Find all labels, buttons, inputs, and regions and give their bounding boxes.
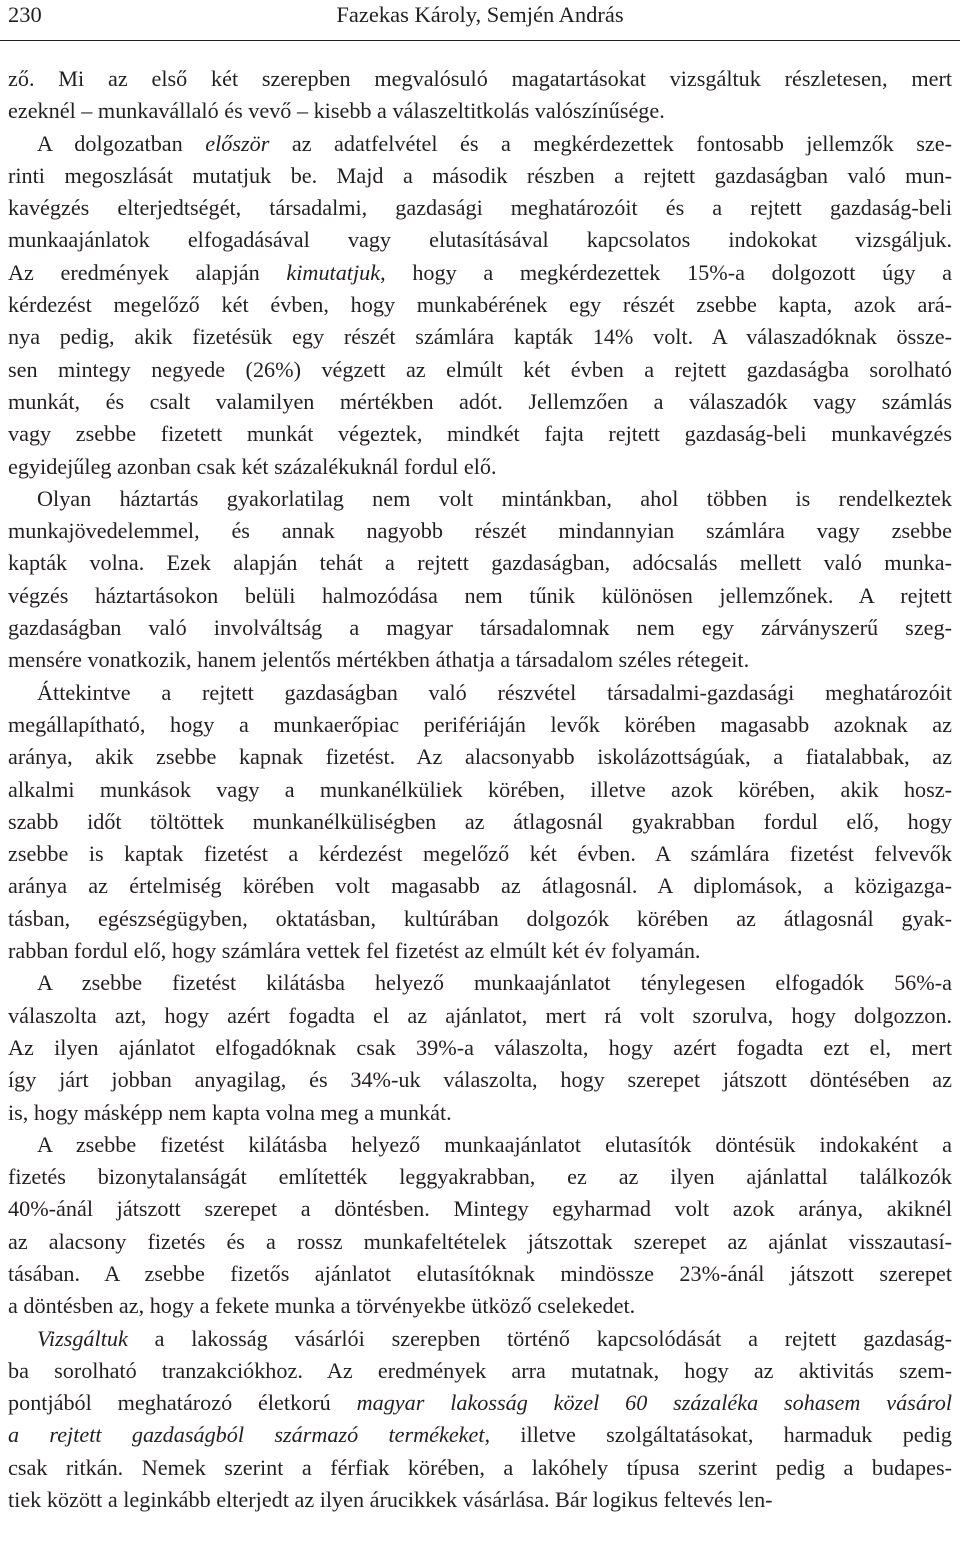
text-run: csak ritkán. Nemek szerint a férfiak körében, a lakóhely típusa szerint pedig a budapes- (8, 1454, 952, 1480)
text-line (8, 1290, 952, 1322)
text-run: rabban fordul elő, hogy számlára vettek fel fizetést az elmúlt két év folyamán. (8, 938, 701, 964)
text-line (8, 1355, 952, 1387)
text-run: a lakosság vásárlói szerepben történő kapcsolódását a rejtett gazdaság- (127, 1325, 952, 1351)
text-line (8, 612, 952, 644)
text-run: kapták volna. Ezek alapján tehát a rejtett gazdaságban, adócsalás mellett való munka- (8, 550, 952, 576)
text-run: gazdaságban való involváltság a magyar társadalomnak nem egy zárványszerű szeg- (8, 615, 952, 641)
text-line (8, 741, 952, 773)
text-line (8, 418, 952, 450)
text-line (8, 1097, 952, 1129)
text-run: munkajövedelemmel, és annak nagyobb részét mindannyian számlára vagy zsebbe (8, 518, 952, 544)
text-line (8, 128, 952, 160)
text-line (8, 1419, 952, 1451)
text-line (8, 1387, 952, 1419)
text-line (8, 95, 952, 127)
text-run: munkát, és csalt valamilyen mértékben adót. Jellemzően a válaszadók vagy számlás (8, 388, 952, 414)
text-run: is, hogy másképp nem kapta volna meg a munkát. (8, 1099, 452, 1125)
body-text (8, 63, 952, 1516)
italic-text: Vizsgáltuk (37, 1325, 128, 1351)
running-head: Fazekas Károly, Semjén András (336, 2, 624, 27)
text-run: ezeknél – munkavállaló és vevő – kisebb a válaszeltitkolás valószínűsége. (8, 98, 665, 124)
text-run: sen mintegy negyede (26%) végzett az elmúlt két évben a rejtett gazdaságba sorolható (8, 356, 952, 382)
paragraph (8, 128, 952, 483)
text-line (8, 935, 952, 967)
text-line (8, 1064, 952, 1096)
text-run: a döntésben az, hogy a fekete munka a törvényekbe ütköző cselekedet. (8, 1293, 636, 1319)
text-run: ző. Mi az első két szerepben megvalósuló magatartásokat vizsgáltuk részletesen, mert (8, 66, 952, 91)
text-run: , hogy a megkérdezettek 15%-a dolgozott úgy a (380, 259, 952, 285)
text-run: válaszolta azt, hogy azért fogadta el az ajánlatot, mert rá volt szorulva, hogy dolgozzon. (8, 1002, 952, 1028)
text-line (8, 515, 952, 547)
text-line (8, 483, 952, 515)
text-run: tásban, egészségügyben, oktatásban, kultúrában dolgozók körében az átlagosnál gyak- (8, 905, 952, 931)
text-run: munkaajánlatok elfogadásával vagy elutasításával kapcsolatos indokokat vizsgáljuk. (8, 227, 952, 253)
text-run: rinti megoszlását mutatjuk be. Majd a második részben a rejtett gazdaságban való mun- (8, 162, 952, 188)
text-run: A zsebbe fizetést kilátásba helyező munkaajánlatot elutasítók döntésük indokaként a (37, 1131, 952, 1157)
text-line (8, 1032, 952, 1064)
text-run: 40%-ánál játszott szerepet a döntésben. Mintegy egyharmad volt azok aránya, akiknél (8, 1196, 952, 1222)
paragraph (8, 63, 952, 128)
text-run: így járt jobban anyagilag, és 34%-uk válaszolta, hogy szerepet játszott döntésében az (8, 1067, 952, 1093)
text-run: , illetve szolgáltatásokat, harmaduk pedig (484, 1422, 952, 1448)
text-run: Az ilyen ajánlatot elfogadóknak csak 39%-a válaszolta, hogy azért fogadta ezt el, mert (8, 1034, 952, 1060)
text-line (8, 451, 952, 483)
text-run: A dolgozatban (37, 130, 206, 156)
text-line (8, 354, 952, 386)
text-run: az alacsony fizetés és a rossz munkafeltételek játszottak szerepet az ajánlat visszautasí- (8, 1228, 952, 1254)
text-run: kérdezést megelőző két évben, hogy munkabérének egy részét zsebbe kapta, azok ará- (8, 292, 952, 318)
text-run: egyidejűleg azonban csak két százalékuknál fordul elő. (8, 453, 497, 479)
italic-text: a rejtett gazdaságból származó termékeket (8, 1422, 485, 1448)
text-line (8, 1000, 952, 1032)
paragraph (8, 483, 952, 677)
text-line (8, 677, 952, 709)
text-line (8, 903, 952, 935)
text-line (8, 806, 952, 838)
text-line (8, 1129, 952, 1161)
text-run: mensére vonatkozik, hanem jelentős mértékben áthatja a társadalom széles rétegeit. (8, 647, 750, 673)
text-line (8, 1226, 952, 1258)
text-run: tásában. A zsebbe fizetős ajánlatot elutasítóknak mindössze 23%-ánál játszott szerepet (8, 1260, 952, 1286)
text-line (8, 709, 952, 741)
text-line (8, 1484, 952, 1516)
text-line (8, 224, 952, 256)
text-run: ba sorolható tranzakciókhoz. Az eredmények arra mutatnak, hogy az aktivitás szem- (8, 1357, 952, 1383)
text-run: kavégzés elterjedtségét, társadalmi, gazdasági meghatározóit és a rejtett gazdaság-beli (8, 195, 952, 221)
text-run: nya pedig, akik fizetésük egy részét számlára kapták 14% volt. A válaszadóknak össze- (8, 324, 952, 350)
italic-text: először (205, 130, 270, 156)
text-line (8, 1258, 952, 1290)
text-run: tiek között a leginkább elterjedt az ilyen árucikkek vásárlása. Bár logikus feltevés len- (8, 1487, 773, 1513)
paragraph (8, 967, 952, 1128)
text-run: Az eredmények alapján (8, 259, 287, 285)
text-line (8, 1193, 952, 1225)
page-number: 230 (8, 2, 42, 27)
text-run: pontjából meghatározó életkorú (8, 1390, 357, 1416)
text-run: fizetés bizonytalanságát említették leggyakrabban, ez az ilyen ajánlattal találkozók (8, 1164, 952, 1190)
text-line (8, 257, 952, 289)
text-run: zsebbe is kaptak fizetést a kérdezést megelőző két évben. A számlára fizetést felvevők (8, 841, 952, 867)
text-line (8, 289, 952, 321)
text-line (8, 192, 952, 224)
text-line (8, 1161, 952, 1193)
paragraph (8, 677, 952, 968)
text-line (8, 547, 952, 579)
text-line (8, 870, 952, 902)
italic-text: kimutatjuk (286, 259, 381, 285)
text-line (8, 967, 952, 999)
text-line (8, 63, 952, 95)
text-line (8, 386, 952, 418)
page-header (0, 0, 960, 41)
text-run: szabb időt töltöttek munkanélküliségben az átlagosnál gyakrabban fordul elő, hogy (8, 808, 952, 834)
text-line (8, 580, 952, 612)
text-run: A zsebbe fizetést kilátásba helyező munkaajánlatot ténylegesen elfogadók 56%-a (37, 970, 952, 996)
text-run: alkalmi munkások vagy a munkanélküliek körében, illetve azok körében, akik hosz- (8, 776, 952, 802)
text-run: végzés háztartásokon belüli halmozódása nem tűnik különösen jellemzőnek. A rejtett (8, 582, 952, 608)
text-line (8, 160, 952, 192)
text-line (8, 838, 952, 870)
text-run: aránya az értelmiség körében volt magasabb az átlagosnál. A diplomások, a közigazga- (8, 873, 952, 899)
text-run: megállapítható, hogy a munkaerőpiac perifériáján levők körében magasabb azoknak az (8, 711, 952, 737)
text-line (8, 1452, 952, 1484)
text-run: aránya, akik zsebbe kapnak fizetést. Az alacsonyabb iskolázottságúak, a fiatalabbak, az (8, 744, 952, 770)
text-run: az adatfelvétel és a megkérdezettek fontosabb jellemzők sze- (269, 130, 952, 156)
text-line (8, 1323, 952, 1355)
text-run: Olyan háztartás gyakorlatilag nem volt mintánkban, ahol többen is rendelkeztek (37, 485, 952, 511)
text-run: Áttekintve a rejtett gazdaságban való részvétel társadalmi-gazdasági meghatározóit (37, 679, 952, 705)
text-line (8, 321, 952, 353)
paragraph (8, 1129, 952, 1323)
paragraph (8, 1323, 952, 1517)
text-run: vagy zsebbe fizetett munkát végeztek, mindkét fajta rejtett gazdaság-beli munkavégzés (8, 421, 952, 447)
italic-text: magyar lakosság közel 60 százaléka sohasem vásárol (356, 1390, 952, 1416)
header-rule (0, 40, 960, 41)
text-line (8, 774, 952, 806)
text-line (8, 644, 952, 676)
